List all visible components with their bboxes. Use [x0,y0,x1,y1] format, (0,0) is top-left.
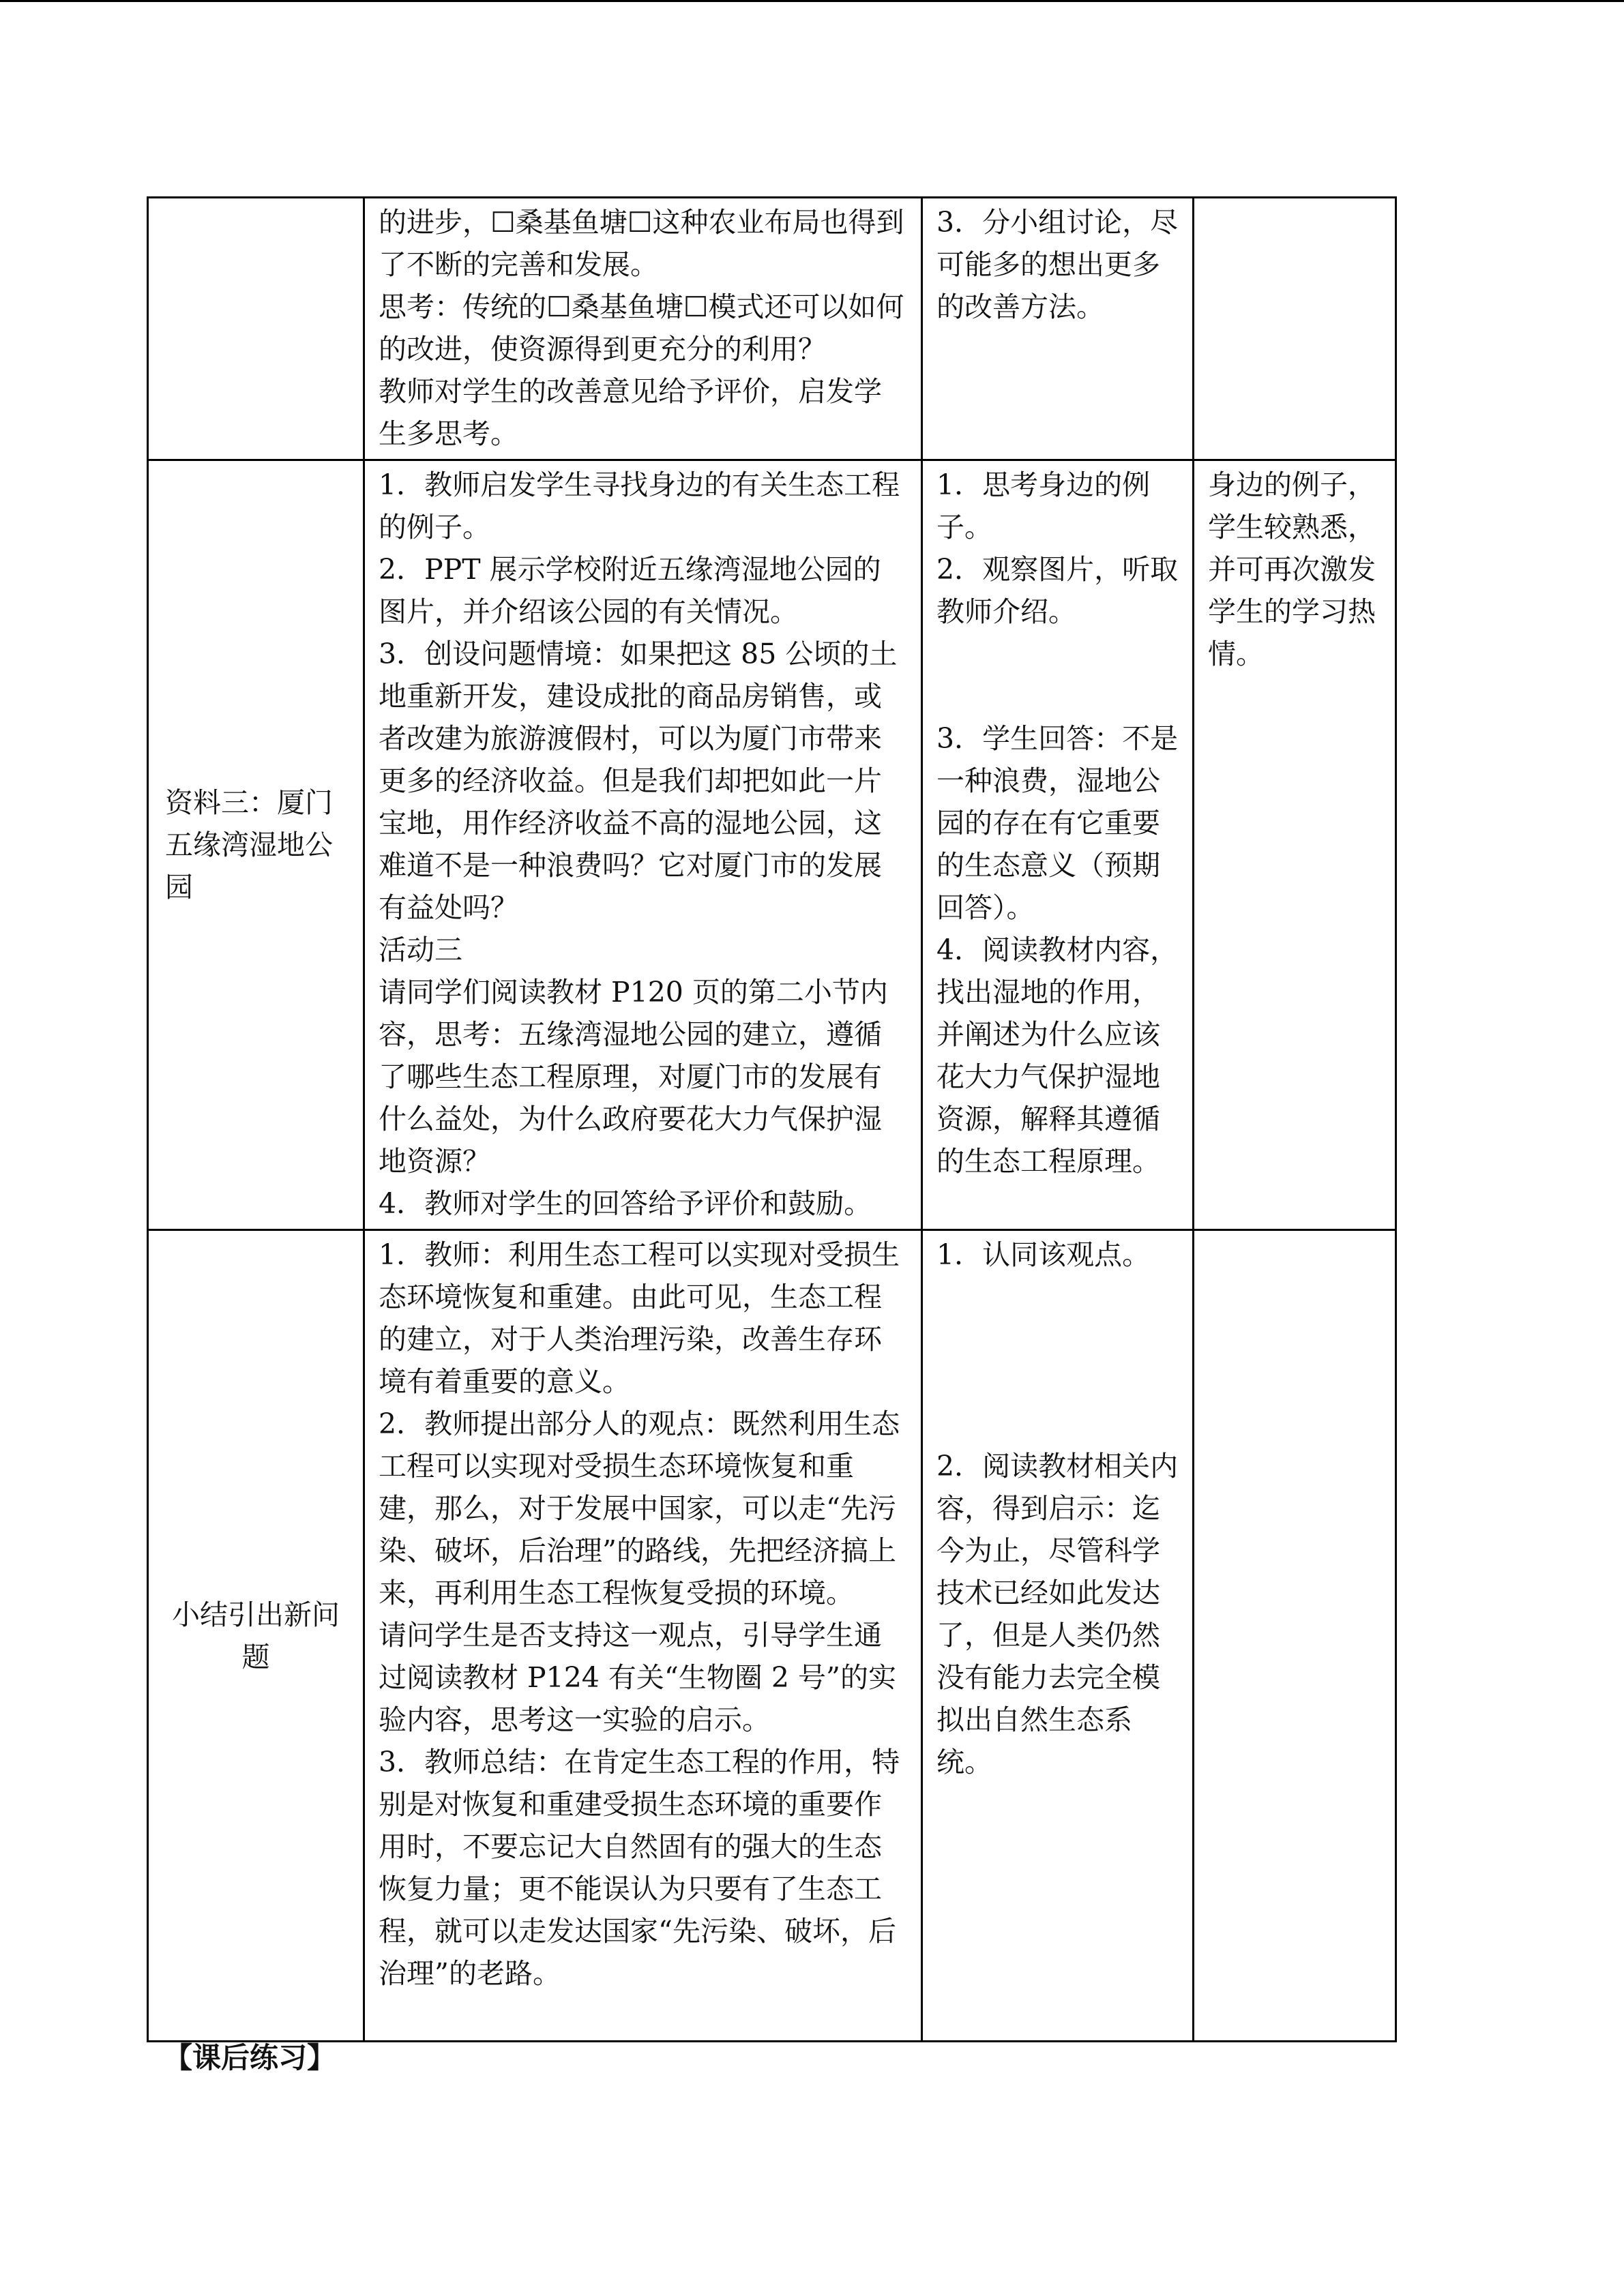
student-spacer [936,675,1179,717]
student-paragraph: 3．分小组讨论，尽可能多的想出更多的改善方法。 [936,206,1179,323]
note-text: 身边的例子，学生较熟悉，并可再次激发学生的学习热情。 [1208,468,1376,670]
row-label-cell [148,460,364,1230]
teacher-paragraph: 请问学生是否支持这一观点，引导学生通过阅读教材 P124 有关“生物圈 2 号”的实验内容，思考这一实验的启示。 [379,1619,896,1736]
teacher-paragraph: 教师对学生的改善意见给予评价，启发学生多思考。 [379,375,882,450]
table-row [148,460,1396,1230]
student-activity-cell [922,460,1194,1230]
student-paragraph: 2．观察图片，听取教师介绍。 [936,553,1179,628]
teacher-paragraph: 思考：传统的☐桑基鱼塘☐模式还可以如何的改进，使资源得到更充分的利用？ [379,290,904,366]
teacher-activity-cell [364,198,922,460]
table-row [148,198,1396,460]
row-label-cell [148,1230,364,2042]
student-paragraph: 2．阅读教材相关内容，得到启示：迄今为止，尽管科学技术已经如此发达了，但是人类仍然没有能力去完全模拟出自然生态系统。 [936,1450,1179,1778]
student-activity-cell [922,1230,1194,2042]
row-label-cell [148,198,364,460]
teacher-paragraph: 1．教师启发学生寻找身边的有关生态工程的例子。 [379,468,900,543]
after-class-exercise-heading: 【课后练习】 [164,2041,336,2074]
table-row [148,1230,1396,2042]
student-spacer [936,1276,1179,1318]
teacher-paragraph: 3．创设问题情境：如果把这 85 公顷的土地重新开发，建设成批的商品房销售，或者改建为旅游渡假村，可以为厦门市带来更多的经济收益。但是我们却把如此一片宝地，用作经济收益不高的湿地公园，这难道不是一种浪费吗？它对厦门市的发展有益处吗？ [379,638,898,924]
teacher-paragraph: 活动三 [379,934,462,966]
student-activity-cell [922,198,1194,460]
teacher-paragraph: 4．教师对学生的回答给予评价和鼓励。 [379,1187,872,1220]
teacher-paragraph: 3．教师总结：在肯定生态工程的作用，特别是对恢复和重建受损生态环境的重要作用时，不要忘记大自然固有的强大的生态恢复力量；更不能误认为只要有了生态工程，就可以走发达国家“先污染、破坏，后治理”的老路。 [379,1746,900,1990]
student-spacer [936,1360,1179,1403]
note-cell [1194,1230,1396,2042]
student-paragraph: 1．认同该观点。 [936,1238,1151,1271]
teacher-paragraph: 的进步，☐桑基鱼塘☐这种农业布局也得到了不断的完善和发展。 [379,206,904,281]
student-spacer [936,1318,1179,1360]
student-paragraph: 1．思考身边的例子。 [936,468,1151,543]
student-paragraph: 4．阅读教材内容，找出湿地的作用，并阐述为什么应该花大力气保护湿地资源，解释其遵循的生态工程原理。 [936,934,1179,1178]
teacher-paragraph: 1．教师：利用生态工程可以实现对受损生态环境恢复和重建。由此可见，生态工程的建立，对于人类治理污染，改善生存环境有着重要的意义。 [379,1238,900,1398]
teacher-paragraph: 2．教师提出部分人的观点：既然利用生态工程可以实现对受损生态环境恢复和重建，那么，对于发展中国家，可以走“先污染、破坏，后治理”的路线，先把经济搞上来，再利用生态工程恢复受损的环境。 [379,1407,900,1609]
student-paragraph: 3．学生回答：不是一种浪费，湿地公园的存在有它重要的生态意义（预期回答）。 [936,722,1179,924]
teacher-activity-cell [364,1230,922,2042]
teacher-paragraph: 2．PPT 展示学校附近五缘湾湿地公园的图片，并介绍该公园的有关情况。 [379,553,881,628]
teacher-activity-cell [364,460,922,1230]
lesson-plan-table [147,196,1397,2042]
row-label: 小结引出新问题 [172,1598,340,1673]
teacher-paragraph: 请同学们阅读教材 P120 页的第二小节内容，思考：五缘湾湿地公园的建立，遵循了哪些生态工程原理，对厦门市的发展有什么益处，为什么政府要花大力气保护湿地资源？ [379,976,888,1178]
student-spacer [936,633,1179,675]
note-cell [1194,198,1396,460]
note-cell [1194,460,1396,1230]
page-top-rule [0,0,1624,2]
row-label: 资料三：厦门五缘湾湿地公园 [165,786,333,904]
student-spacer [936,1403,1179,1445]
